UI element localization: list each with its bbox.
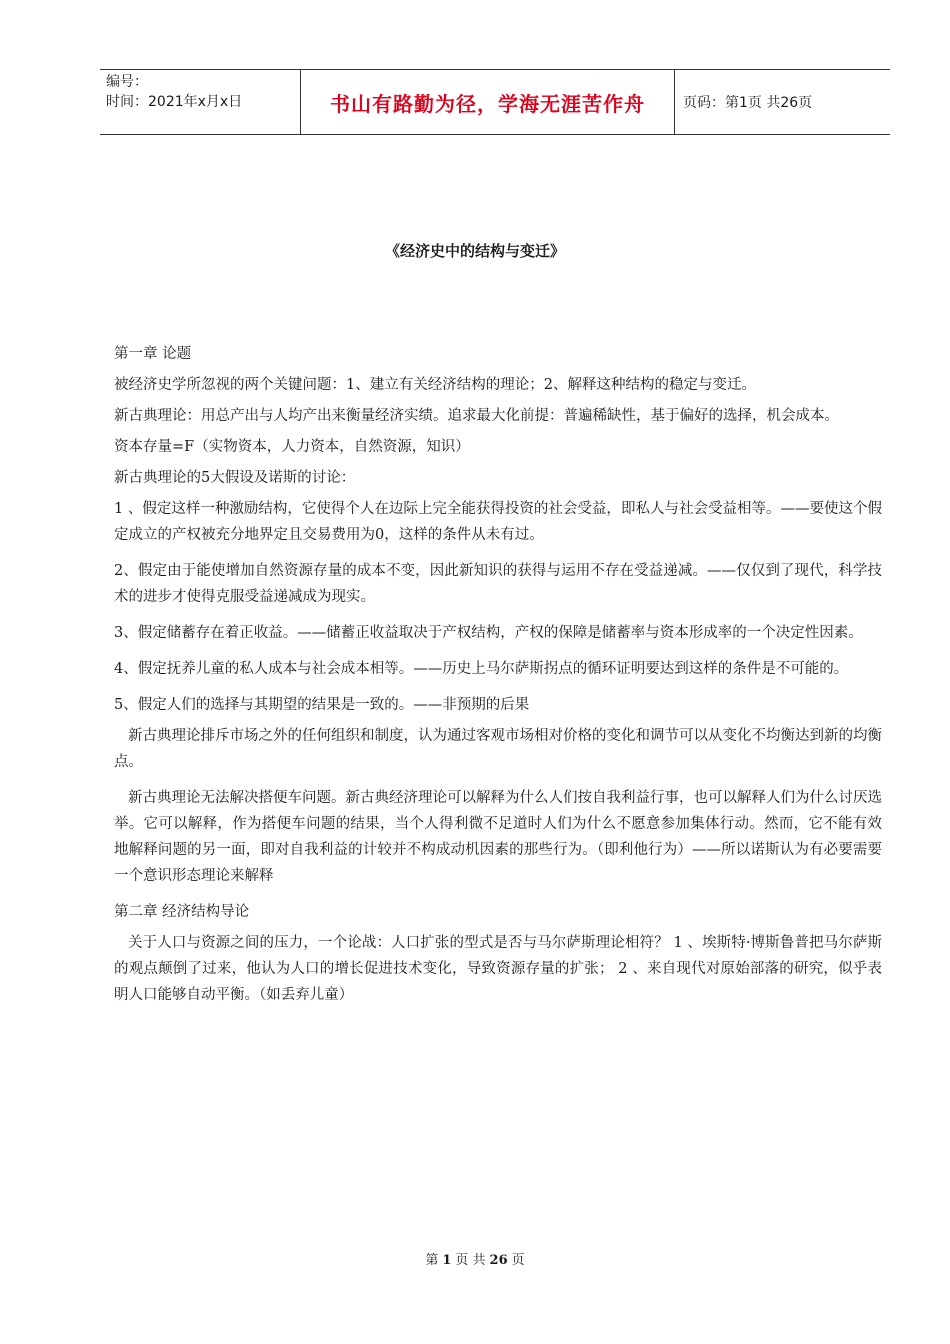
footer-page-number: 1 bbox=[442, 1253, 452, 1268]
paragraph: 资本存量=F（实物资本，人力资本，自然资源，知识） bbox=[114, 439, 470, 455]
footer-prefix: 第 bbox=[425, 1253, 439, 1268]
paragraph: 2、假定由于能使增加自然资源存量的成本不变，因此新知识的获得与运用不存在受益递减。——仅仅到了现代，科学技术的进步才使得克服受益递减成为现实。 bbox=[114, 563, 882, 605]
paragraph: 新古典理论排斥市场之外的任何组织和制度，认为通过客观市场相对价格的变化和调节可以从变化不均衡达到新的均衡点。 bbox=[114, 728, 882, 770]
header-motto: 书山有路勤为径，学海无涯苦作舟 bbox=[301, 70, 675, 134]
footer-middle: 页 共 bbox=[455, 1253, 486, 1268]
paragraph: 1 、假定这样一种激励结构，它使得个人在边际上完全能获得投资的社会受益，即私人与社会受益相等。——要使这个假定成立的产权被充分地界定且交易费用为0，这样的条件从未有过。 bbox=[114, 501, 882, 543]
paragraph: 关于人口与资源之间的压力，一个论战：人口扩张的型式是否与马尔萨斯理论相符？ 1 、埃斯特·博斯鲁普把马尔萨斯的观点颠倒了过来，他认为人口的增长促进技术变化，导致资源存量的扩张； 2 、来自现代对原始部落的研究，似乎表明人口能够自动平衡。（如丢弃儿童） bbox=[114, 935, 882, 1003]
paragraph: 新古典理论：用总产出与人均产出来衡量经济实绩。追求最大化前提：普遍稀缺性，基于偏好的选择，机会成本。 bbox=[114, 408, 839, 424]
footer-suffix: 页 bbox=[511, 1253, 525, 1268]
paragraph: 3、假定储蓄存在着正收益。——储蓄正收益取决于产权结构，产权的保障是储蓄率与资本形成率的一个决定性因素。 bbox=[114, 625, 863, 641]
paragraph: 被经济史学所忽视的两个关键问题：1、建立有关经济结构的理论；2、解释这种结构的稳定与变迁。 bbox=[114, 377, 756, 393]
footer-total-pages: 26 bbox=[489, 1253, 508, 1268]
document-body bbox=[114, 341, 882, 1018]
paragraph: 新古典理论的5大假设及诺斯的讨论： bbox=[114, 470, 356, 486]
header-page-label: 页码：第1页 共26页 bbox=[683, 95, 813, 111]
paragraph: 新古典理论无法解决搭便车问题。新古典经济理论可以解释为什么人们按自我利益行事，也可以解释人们为什么讨厌选举。它可以解释，作为搭便车问题的结果，当个人得利微不足道时人们为什么不愿意参加集体行动。然而，它不能有效地解释问题的另一面，即对自我利益的计较并不构成动机因素的那些行为。（即利他行为）——所以诺斯认为有必要需要一个意识形态理论来解释 bbox=[114, 790, 882, 884]
document-title: 《经济史中的结构与变迁》 bbox=[384, 242, 565, 260]
page-footer bbox=[0, 1249, 950, 1268]
chapter-heading: 第二章 经济结构导论 bbox=[114, 904, 250, 920]
chapter-heading: 第一章 论题 bbox=[114, 346, 192, 362]
page-header bbox=[100, 69, 890, 135]
header-meta bbox=[100, 70, 301, 134]
header-time: 时间：2021年x月x日 bbox=[106, 94, 243, 110]
paragraph: 4、假定抚养儿童的私人成本与社会成本相等。——历史上马尔萨斯拐点的循环证明要达到这样的条件是不可能的。 bbox=[114, 661, 849, 677]
paragraph: 5、假定人们的选择与其期望的结果是一致的。——非预期的后果 bbox=[114, 697, 530, 713]
header-number: 编号： bbox=[106, 74, 148, 90]
